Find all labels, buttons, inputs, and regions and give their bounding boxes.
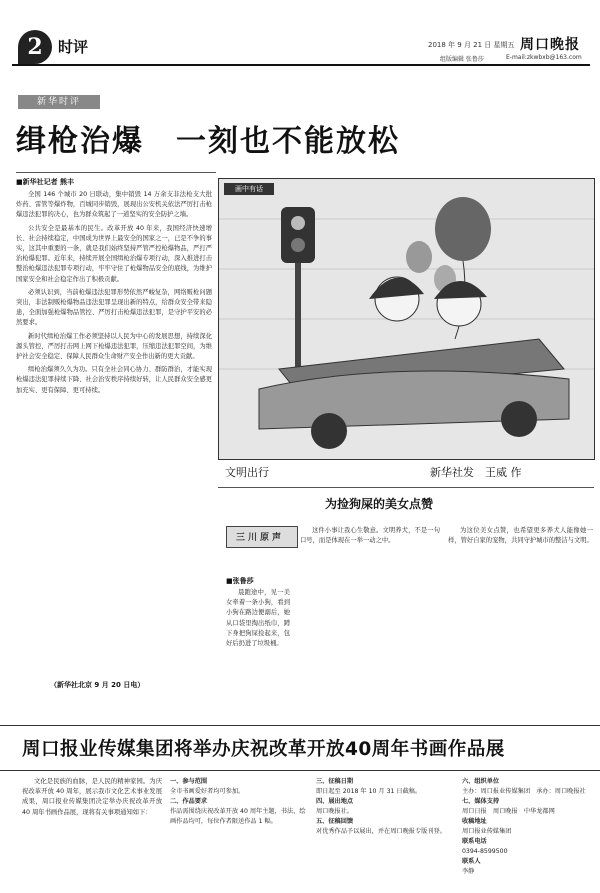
notice-text: 即日起至 2018 年 10 月 31 日截稿。	[316, 788, 422, 795]
notice-col3	[316, 777, 456, 889]
second-paragraph: 这件小事让我心生敬意。文明养犬，不是一句口号，而是体现在一举一动之中。	[300, 527, 440, 545]
column-logo: 三川原声	[236, 533, 285, 543]
editors: 组版编辑 张鲁莎	[440, 56, 484, 63]
second-article-col3	[448, 526, 593, 706]
traffic-light-icon	[281, 207, 315, 263]
byline-rule	[16, 172, 216, 173]
section-rule	[218, 487, 594, 488]
notice-heading: 一、参与范围	[170, 778, 208, 785]
notice-col2	[170, 777, 310, 889]
notice-text: 作品需围绕庆祝改革开放 40 周年主题，书法、绘画作品均可，每位作者限送作品 1 幅。	[170, 808, 306, 825]
notice-col4	[462, 777, 594, 889]
cartoon-caption: 文明出行	[225, 466, 269, 479]
notice-text: 周口日报 周口晚报 中华龙都网	[462, 808, 555, 815]
notice-text: 对优秀作品予以展出，并在周口晚报专版刊登。	[316, 828, 446, 835]
notice-text: 主办：周口报业传媒集团 承办：周口晚报社	[462, 788, 586, 795]
header-rule	[12, 64, 590, 66]
section-name: 时评	[58, 38, 89, 56]
cartoon-illustration	[219, 179, 594, 459]
second-article-col1	[226, 588, 290, 698]
balloon-icon	[435, 197, 491, 261]
cartoon-credit: 新华社发 王威 作	[430, 466, 522, 479]
article-paragraph: 全国 146 个城市 20 日联动，集中销毁 14 万余支非法枪支大批炸药、雷管等爆炸物，百城同步销毁，展现出公安机关依法严厉打击枪爆违法犯罪的决心，也为群众筑起了一道坚实的安全防护之墙。	[16, 191, 212, 219]
article-body	[16, 190, 212, 678]
notice-text: 全市书画爱好者均可参加。	[170, 788, 245, 795]
notice-text: 0394-8599500	[462, 848, 508, 855]
sub-headline: 为捡狗屎的美女点赞	[325, 497, 434, 511]
notice-text: 李静	[462, 868, 475, 875]
notice-heading: 七、媒体支持	[462, 798, 500, 805]
notice-intro	[22, 777, 162, 889]
notice-heading: 六、组织单位	[462, 778, 500, 785]
notice-heading: 联系电话	[462, 838, 487, 845]
second-paragraph: 晨跑途中，见一美女牵着一条小狗，看到小狗在路边便溺后，她从口袋里掏出纸巾，蹲下身把狗屎捡起来，包好后扔进了垃圾桶。	[226, 589, 290, 648]
notice-paragraph: 文化是民族的血脉，是人民的精神家园。为庆祝改革开放 40 周年，展示我市文化艺术事业发展成果，周口报业传媒集团决定举办庆祝改革开放 40 周年书画作品展，现将有关事项通知如下：	[22, 778, 162, 816]
notice-text: 周口报业传媒集团	[462, 828, 512, 835]
column-tag: 新华时评	[18, 95, 100, 109]
notice-heading: 四、展出地点	[316, 798, 354, 805]
page-header	[0, 0, 600, 70]
second-byline: ■张鲁莎	[226, 577, 254, 585]
notice-heading: 五、征稿回馈	[316, 818, 354, 825]
editor-email: E-mail:zkwbxb@163.com	[506, 54, 582, 61]
cartoon-image	[218, 178, 595, 460]
headline: 缉枪治爆 一刻也不能放松	[16, 124, 400, 159]
banner-title: 周口报业传媒集团将举办庆祝改革开放40周年书画作品展	[22, 739, 505, 760]
cartoon-tag: 画中有话	[224, 183, 274, 195]
notice-heading: 联系人	[462, 858, 481, 865]
notice-text: 周口晚报社。	[316, 808, 354, 815]
article-paragraph: 缉枪治爆须久久为功。只有全社会同心协力、群防群治，才能实现枪爆违法犯罪持续下降、社会治安秩序持续好转，让人民群众安全感更加充实、更有保障、更可持续。	[16, 366, 212, 394]
byline: ■新华社记者 熊丰	[16, 178, 75, 186]
page-number: 2	[18, 30, 52, 64]
notice-heading: 三、征稿日期	[316, 778, 354, 785]
issue-date: 2018 年 9 月 21 日 星期五	[428, 41, 515, 49]
second-paragraph: 为这位美女点赞，也希望更多养犬人能像她一样，管好自家的宠物，共同守护城市的整洁与文明。	[448, 527, 593, 545]
article-paragraph: 公共安全是最基本的民生。改革开放 40 年来，我国经济快速增长、社会持续稳定，中国成为世界上最安全的国家之一，已是不争的事实，这其中重要的一条，就是我们始终坚持严管严控枪爆物品，严打严治枪爆犯罪。近年来，持续开展全国缉枪治爆专项行动，深入推进打击整治枪爆违法犯罪专项行动，牢牢守住了枪爆物品安全的底线，为维护国家安全和社会稳定作出了积极贡献。	[16, 224, 212, 283]
article-paragraph: 新时代缉枪治爆工作必须坚持以人民为中心的发展思想，持续深化源头管控，严厉打击网上网下枪爆违法犯罪，压缩违法犯罪空间，为维护社会安全稳定、保障人民群众生命财产安全作出新的更大贡献。	[16, 332, 212, 361]
notice-heading: 收稿地址	[462, 818, 487, 825]
notice-heading: 二、作品要求	[170, 798, 208, 805]
second-article-col2	[300, 526, 440, 706]
article-paragraph: 必须认识到，当前枪爆违法犯罪形势依然严峻复杂，网络贩枪问题突出，非法制贩枪爆物品违法犯罪呈现出新的特点，给群众安全带来隐患，全面加强枪爆物品管控、严厉打击枪爆违法犯罪，是守护平安的必然要求。	[16, 288, 212, 327]
article-source: （新华社北京 9 月 20 日电）	[50, 681, 145, 689]
paper-name: 周口晚报	[520, 37, 580, 53]
